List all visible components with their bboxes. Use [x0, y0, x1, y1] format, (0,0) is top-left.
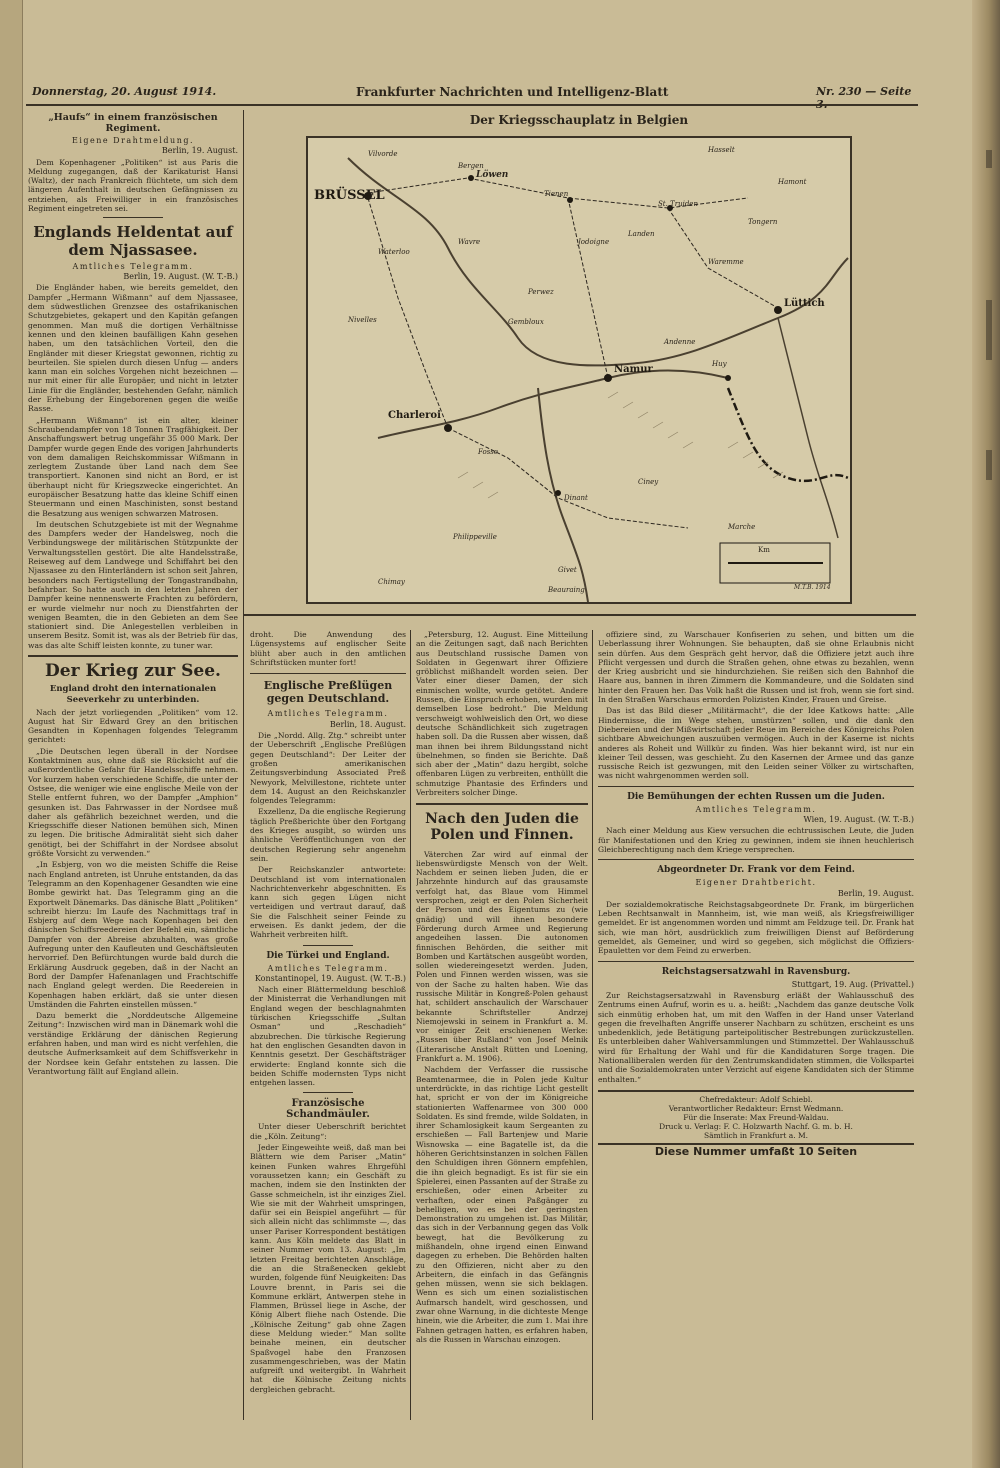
article-subhead: Amtliches Telegramm. — [267, 709, 389, 719]
map-place: Wavre — [458, 238, 481, 246]
column-1 — [28, 110, 238, 1420]
map-place: Huy — [712, 360, 727, 368]
article-dateline: Berlin, 18. August. — [329, 719, 406, 729]
map-bottom-rule — [244, 614, 916, 616]
article-dateline: Berlin, 19. August. (W. T.-B.) — [123, 272, 238, 282]
article-subhead: Amtliches Telegramm. — [267, 963, 389, 973]
article-title: Der Krieg zur See. — [45, 661, 221, 682]
article-text: Dazu bemerkt die „Norddeutsche Allgemeine Zeitung“: Inzwischen wird man in Dänemark wohl die verständige Erklärung der dänischen Regierung erfahren haben, und man wird es nicht verfehlen, die deutsche Aufmerksamkeit auf dem Schiffsverkehr in der Nordsee kein Gefahr entstehen zu lassen. Die Verantwortung fällt auf England allein. — [28, 1011, 238, 1076]
divider — [598, 1090, 914, 1092]
article-text: Im deutschen Schutzgebiete ist mit der Wegnahme des Dampfers weder der Handelsweg, noch die Verbindungswege der militärischen Stützpunkte der Verwaltungsstellen gestört. Die alte Handelsstraße, Reiseweg auf dem Landwege und Schiffahrt bei den Njassasee zu den Hinterländern ist schon seit Jahren, besonders nach Fertigstellung der Tongastrandbahn, befahrbar. So hatte auch in den letzten Jahren der Dampfer keine nennenswerte Frachten zu befördern, er wurde vielmehr nur noch zu Dienstfahrten der wenigen Beamten, die in den Gebieten an dem See stationiert sind. Die Anlegestellen verbleiben in unserem Besitz. Somit ist, was als der Betrieb für das, was das alte Schiff leisten konnte, zu tuner war. — [28, 519, 238, 650]
article-text: Nachdem der Verfasser die russische Beamtenarmee, die in Polen jede Kultur unterdrückte, in das richtige Licht gestellt hat, spricht er von der im Königreiche stationierten Waffenarmee von 300 000 Soldaten. Es sind fremde, wilde Soldaten, in ihrer Schamlosigkeit kaum Sergeanten zu erschießen — Fall Bartenjew und Marie Wisnowska — eine Bagatelle ist, da die höheren Gerichtsinstanzen in solchen Fällen den Schuldigen ihren Gönnern empfehlen, die ihn gleich begnadigt. Es ist für sie ein Spielerei, einen Passanten auf der Straße zu erschießen, oder einen Arbeiter zu verhaften, oder einen Paßgänger zu behelligen, wo es bei der geringsten Demonstration zu umgehen ist. Das Militär, das sich in der Verbannung gegen das Volk bewegt, hat die Bevölkerung zu mißhandeln, ohne irgend einen Einwand dagegen zu erheben. Die Behörden halten zu den Offizieren, nicht aber zu den Arbeitern, die einfach in das Gefängnis gehen müssen, wenn sie sich beklagen. Wenn es sich um einen sozialistischen Aufmarsch handelt, wird geschossen, und zwar ohne Warnung, in die dichteste Menge hinein, wie die Arbeiter, die zum 1. Mai ihre Fahnen getragen hatten, es erfahren haben, als die Russen in Warschau einzogen. — [416, 1065, 588, 1344]
imprint-line: Für die Inserate: Max Freund-Waldau. — [683, 1112, 829, 1122]
map-place: Landen — [628, 230, 655, 238]
article-text: „In Esbjerg, von wo die meisten Schiffe die Reise nach England antreten, ist Unruhe entstanden, da das Telegramm an den Kopenhagener Gesandten wie eine Bombe gewirkt hat. Das Telegramm ging an die Exportwelt Dänemarks. Das dänische Blatt „Politiken“ schreibt hierzu: Im Laufe des Nachmittags traf in Esbjerg auf dem Wege nach Kopenhagen bei den dänischen Schiffsreedereien der Befehl ein, sämtliche Dampfer von der Abreise abzuhalten, was große Aufregung unter den Kaufleuten und Geschäftsleuten hervorrief. Den Befürchtungen wurde bald durch die Erklärung Ausdruck gegeben, daß in der Nacht an Bord der Dampfer Hafenanlagen und Frachtschiffe nach England gelegt werden. Die Reedereien in Kopenhagen haben erklärt, daß sie unter diesen Umständen die Fahrten einstellen müssen.“ — [28, 860, 238, 1009]
map-place: Waremme — [708, 258, 744, 266]
article-subhead: Eigene Drahtmeldung. — [71, 136, 195, 145]
divider — [28, 655, 238, 657]
article-subhead: Amtliches Telegramm. — [72, 261, 194, 271]
imprint-line: Druck u. Verlag: F. C. Holzwarth Nachf. G. m. b. H. — [659, 1121, 853, 1131]
article-title: Die Türkei und England. — [266, 950, 390, 961]
map-title: Der Kriegsschauplatz in Belgien — [469, 113, 689, 127]
map-place: Marche — [728, 523, 756, 531]
map-credit: M.T.B. 1914 — [794, 584, 831, 591]
map-place: Lüttich — [784, 298, 825, 309]
map-place: Beauraing — [548, 586, 585, 594]
article-dateline: Berlin, 19. August. — [161, 146, 238, 156]
header-masthead: Frankfurter Nachrichten und Intelligenz-Blatt — [356, 85, 669, 99]
article-dateline: Berlin, 19. August. — [837, 888, 914, 898]
column-2 — [250, 630, 406, 1420]
map-place: Chimay — [378, 578, 405, 586]
article-dateline: Stuttgart, 19. Aug. (Privattel.) — [791, 979, 914, 989]
divider — [250, 673, 406, 674]
article-text: Der Reichskanzler antwortete: Deutschland ist vom internationalen Nachrichtenverkehr abgeschnitten. Es kann sich gegen Lügen nicht verteidigen und vertraut darauf, daß Sie die Falschheit seiner Feinde zu erweisen. Es dankt jedem, der die Wahrheit verbreiten hilft. — [250, 865, 406, 940]
map-place: Perwez — [528, 288, 554, 296]
imprint-line: Sämtlich in Frankfurt a. M. — [703, 1130, 809, 1140]
article-text: Jeder Eingeweihte weiß, daß man bei Blättern wie dem Pariser „Matin“ keinen Funken wahres Ehrgefühl voraussetzen kann; ein Geschäft zu machen, indem sie den Instinkten der Gasse schmeicheln, ist ihr einziges Ziel. Wie sie mit der Wahrheit umspringen, dafür sei ein Beispiel angeführt — für sich allein nicht das schlimmste —, das unser Pariser Korrespondent bestätigen kann. Aus Köln meldete das Blatt in seiner Nummer vom 13. August: „Im letzten Freitag berichteten Anschläge, die an die Straßenecken geklebt wurden, folgende fünf Neuigkeiten: Das Louvre brennt, in Paris sei die Kommune erklärt, Antwerpen stehe in Flammen, Brüssel liege in Asche, der König Albert fliehe nach Ostende. Die „Kölnische Zeitung“ gab ohne Zagen diese Meldung wieder.“ Man sollte beinahe meinen, ein deutscher Spaßvogel habe den Franzosen zusammengeschrieben, was der Matin aufgreift und weitergibt. In Wahrheit hat die Kölnische Zeitung nichts dergleichen gebracht. — [250, 1143, 406, 1394]
page-header — [26, 82, 916, 104]
right-page-edge — [972, 0, 1000, 1468]
imprint-line: Verantwortlicher Redakteur: Ernst Wedmann. — [668, 1103, 844, 1113]
article-text: „Die Deutschen legen überall in der Nordsee Kontaktminen aus, ohne daß sie Rücksicht auf die außerordentliche Gefahr für Handelsschiffe nehmen. Vor kurzem haben verschiedene Schiffe, die unter der Ostsee, die weniger wie eine englische Meile von der Stelle entfernt fuhren, wo der Dampfer „Amphion“ gesunken ist. Das Fahrwasser in der Nordsee muß daher als gefährlich bezeichnet werden, und die Kriegsschiffe dieser Nationen bemühen sich, Minen zu legen. Die britische Admiralität sieht sich daher genötigt, bei der Schiffahrt in der Nordsee absolut größte Vorsicht zu verwenden.“ — [28, 746, 238, 859]
left-binding-gutter — [0, 0, 23, 1468]
article-text: Unter dieser Ueberschrift berichtet die „Köln. Zeitung“: — [250, 1122, 406, 1141]
column-rule — [410, 630, 411, 1420]
map-place: Löwen — [476, 170, 509, 180]
header-date: Donnerstag, 20. August 1914. — [32, 85, 217, 98]
article-text: Die „Nordd. Allg. Ztg.“ schreibt unter der Ueberschrift „Englische Preßlügen gegen Deutschland“: Der Leiter der großen amerikanischen Zeitungsverbindung Associated Preß Newyork, Melvillestone, richtete unter dem 14. August an den Reichskanzler folgendes Telegramm: — [250, 731, 406, 806]
article-text: Nach einer Blättermeldung beschloß der Ministerrat die Verhandlungen mit England wegen der beschlagnahmten türkischen Kriegsschiffe „Sultan Osman“ und „Reschadieh“ abzubrechen. Die türkische Regierung hat den englischen Gesandten davon in Kenntnis gesetzt. Der Geschäftsträger erwiderte: England konnte sich die beiden Schiffe modernsten Typs nicht entgehen lassen. — [250, 985, 406, 1088]
article-dateline: Wien, 19. August. (W. T.-B.) — [803, 815, 914, 825]
map-place: Waterloo — [378, 248, 410, 256]
article-title: Englands Heldentat auf dem Njassasee. — [33, 223, 233, 259]
map-drawing — [308, 138, 850, 602]
article-text: Zur Reichstagsersatzwahl in Ravensburg erläßt der Wahlausschuß des Zentrums einen Aufruf, worin es u. a. heißt: „Nachdem das ganze deutsche Volk sich einmütig erhoben hat, um mit den Waffen in der Hand unser Vaterland gegen die frevelhaften Angriffe unserer Nachbarn zu schützen, erscheint es uns unbedenklich, jede Betätigung parteipolitischer Bestrebungen zurückzustellen. Es unterbleiben daher Wahlversammlungen und Stimmzettel. Der Wahlausschuß wird für Erhaltung der Wahl und für die Kandidaturen Sorge tragen. Die Nationalliberalen werden für den Zentrumskandidaten stimmen, die Volkspartei und die Sozialdemokraten unter Verzicht auf eigene Kandidaten sich der Stimme enthalten.“ — [598, 990, 914, 1084]
map-scale-label: Km — [758, 546, 770, 554]
article-text: „Hermann Wißmann“ ist ein alter, kleiner Schraubendampfer von 18 Tonnen Tragfähigkeit. Der Anschaffungswert betrug ungefähr 35 000 Mark. Der Dampfer wurde gegen Ende des vorigen Jahrhunderts von dem damaligen Reichskommissar Wißmann in zerlegtem Zustande über Land nach dem See transportiert. Kanonen sind nicht an Bord, er ist überhaupt nicht für Kriegszwecke eingerichtet. An europäischer Besatzung hatte das kleine Schiff einen Steuermann und einen Maschinisten, sonst bestand die Besatzung aus wenigen schwarzen Matrosen. — [28, 415, 238, 518]
map-place: Philippeville — [453, 533, 497, 541]
map-place: Givet — [558, 566, 577, 574]
map-place: Bergen — [458, 162, 484, 170]
article-text: droht. Die Anwendung des Lügensystems auf englischer Seite blüht aber auch in den amtlichen Schriftstücken munter fort! — [250, 630, 406, 667]
imprint — [598, 1095, 914, 1140]
edge-mark — [986, 150, 992, 168]
map-place: Jodoigne — [578, 238, 610, 246]
header-page-number: Nr. 230 — Seite — [816, 85, 912, 98]
belgium-war-map — [306, 136, 852, 604]
article-dateline: Konstantinopel, 19. August. (W. T.-B.) — [254, 973, 406, 983]
map-place: Tienen — [544, 190, 569, 198]
article-text: Nach einer Meldung aus Kiew versuchen die echtrussischen Leute, die Juden für Manifestationen und den Krieg zu gewinnen, indem sie ihnen heuchlerisch Gleichberechtigung nach dem Kriege versprechen. — [598, 826, 914, 854]
article-text: Die Engländer haben, wie bereits gemeldet, den Dampfer „Hermann Wißmann“ auf dem Njassasee, dem südwestlichen Grenzsee des ostafrikanischen Schutzgebietes, gekapert und den Kapitän gefangen genommen. Man muß die dortigen Verhältnisse kennen und den kleinen baufälligen Kahn gesehen haben, um den tatsächlichen Vorteil, den die Engländer mit dieser Kriegstat gewonnen, richtig zu beurteilen. Sie spielen durch diesen Unfug — anders kann man ein solches Vorgehen nicht bezeichnen — nur mit einer für alle Europäer, und nicht in letzter Linie für die Engländer, bestehenden Gefahr, nämlich der Erhebung der Eingeborenen gegen die weiße Rasse. — [28, 283, 238, 414]
map-place: St. Truiden — [658, 200, 698, 208]
article-text: „Petersburg, 12. August. Eine Mitteilung an die Zeitungen sagt, daß nach Berichten aus Deutschland russische Damen von Soldaten in Gegenwart ihrer Offiziere gröblichst mißhandelt worden seien. Der Vater einer dieser Damen, der sich einmischen wollte, wurde getötet. Andere Russen, die Einspruch erhoben, wurden mit demselben Lose bedroht.“ Die Meldung verschweigt wohlweislich den Ort, wo diese deutsche Schändlichkeit sich zugetragen haben soll. Da die Russen aber wissen, daß man ihnen bei ihrem Bildungsstand nicht übelnehmen, so finden sie Berichte. Daß sich aber der „Matin“ dazu hergibt, solche offenbaren Lügen zu verbreiten, enthüllt die schmutzige Phantasie des Erfinders und Verbreiters solcher Dinge. — [416, 630, 588, 798]
article-title: Reichstagsersatzwahl in Ravensburg. — [661, 966, 851, 977]
column-rule — [243, 110, 244, 1420]
article-text: Das ist das Bild dieser „Militärmacht“, die der Idee Katkows hatte: „Alle Hindernisse, die im Wege stehen, umstürzen“ sollen, und die dank den Diebereien und der Mißwirtschaft jeder Reue im Bereiche des Königreichs Polen sichtbare Abweichungen auszuüben vermögen. Auch in der Kaserne ist nichts anderes als Roheit und Willkür zu finden. Was hier bekannt wird, ist nur ein kleiner Teil dessen, was geschieht. Zu den Kasernen der Armee und das ganze russische Reich ist gezwungen, mit den Leiden seiner Völker zu wirtschaften, was nicht wahrgenommen werden soll. — [598, 706, 914, 781]
divider — [103, 217, 163, 218]
divider — [598, 786, 914, 787]
article-title: Französische Schandmäuler. — [286, 1098, 370, 1121]
article-subhead: Eigener Drahtbericht. — [695, 878, 817, 888]
article-title: Nach den Juden die Polen und Finnen. — [425, 811, 579, 844]
article-text: offiziere sind, zu Warschauer Konfiserien zu sehen, und bitten um die Ueberlassung ihrer Wohnungen. Sie behaupten, daß sie ohne Erlaubnis nicht sein dürfen. Aus dem Gespräch geht hervor, daß die Offiziere jetzt auch ihre Pflicht vergessen und durch die Straßen gehen, ohne etwas zu bezahlen, wenn der Krieg ausbricht und sie hindurchziehen. Sie reißen sich den Bahnhof die Haare aus, bannen in ihren Zimmern die Kommandeure, und die Soldaten sind hinter den Frauen her. Das Volk haßt die Russen und ist froh, wenn sie fort sind. In den Straßen Warschaus ermorden Polizisten Kinder, Frauen und Greise. — [598, 630, 914, 705]
article-title: Abgeordneter Dr. Frank vor dem Feind. — [657, 865, 855, 876]
map-place: Vilvorde — [368, 150, 398, 158]
article-subtitle: England droht den internationalen Seeverkehr zu unterbinden. — [49, 683, 217, 705]
map-place: Hamont — [778, 178, 807, 186]
page-count-notice: Diese Nummer umfaßt 10 Seiten — [654, 1144, 858, 1158]
map-place: Charleroi — [388, 410, 441, 421]
column-4 — [598, 630, 914, 1420]
map-place: Fosse — [478, 448, 499, 456]
article-text: Dem Kopenhagener „Politiken“ ist aus Paris die Meldung zugegangen, daß der Karikaturist Hansi (Waltz), der nach Frankreich flüchtete, um sich dem längeren Aufenthalt in deutschen Gefängnissen zu entziehen, als Freiwilliger in ein französisches Regiment eingetreten sei. — [28, 157, 238, 214]
map-place: Ciney — [638, 478, 659, 486]
article-text: Der sozialdemokratische Reichstagsabgeordnete Dr. Frank, im bürgerlichen Leben Rechtsanwalt in Mannheim, ist, wie man weiß, als Kriegsfreiwilliger gemeldet. Er ist angenommen worden und nimmt am Feldzuge teil. Dr. Frank hat sich, wie man hört, ausdrücklich zum freiwilligen Dienst auf Beförderung gemeldet, als Gemeiner, und wird so gegeben, sich möglichst die Offiziers-Epauletten vor dem Feind zu erwerben. — [598, 899, 914, 956]
map-place: BRÜSSEL — [314, 188, 385, 203]
column-rule — [592, 630, 593, 1420]
article-text: Exzellenz, Da die englische Regierung täglich Preßberichte über den Fortgang des Krieges ausgibt, so würden uns ähnliche Veröffentlichungen von der deutschen Regierung sehr angenehm sein. — [250, 807, 406, 863]
article-title: „Haufs“ in einem französischen Regiment. — [48, 112, 218, 134]
article-text: Nach der jetzt vorliegenden „Politiken“ vom 12. August hat Sir Edward Grey an den britischen Gesandten in Kopenhagen folgendes Telegramm gerichtet: — [28, 707, 238, 745]
divider — [598, 859, 914, 860]
map-place: Gembloux — [508, 318, 544, 326]
map-place: Namur — [614, 364, 653, 375]
map-place: Hasselt — [708, 146, 735, 154]
divider — [598, 961, 914, 962]
column-3 — [416, 630, 588, 1420]
imprint-line: Chefredakteur: Adolf Schiebl. — [699, 1094, 813, 1104]
article-subhead: Amtliches Telegramm. — [695, 804, 817, 814]
map-place: Dinant — [564, 494, 588, 502]
article-title: Englische Preßlügen gegen Deutschland. — [263, 679, 393, 705]
map-place: Nivelles — [348, 316, 377, 324]
divider — [303, 945, 353, 946]
header-rule — [26, 104, 918, 106]
article-text: Väterchen Zar wird auf einmal der liebenswürdigste Mensch von der Welt. Nachdem er seinen lieben Juden, die er Jahrzehnte hindurch auf das grausamste verfolgt hat, das Blaue vom Himmel versprochen, zeigt er den Polen Sicherheit der Person und des Eigentums zu (wie gnädig) und will ihnen besondere Förderung durch Armee und Regierung angedeihen lassen. Die autonomen finnischen Behörden, die seither mit Bomben und Kartätschen ausgeübt worden, sollen wiedereingesetzt werden. Juden, Polen und Finnen werden wissen, was sie von der Sache zu halten haben. Wie das russische Militär in Kongreß-Polen gehaust hat, schildert anschaulich der Warschauer bekannte Schriftsteller Andrzej Niemojewski in seinem in Frankfurt a. M. vor einiger Zeit erschienenen Werke: „Russen über Rußland“ von Josef Melnik (Literarische Anstalt Rütten und Loening, Frankfurt a. M. 1906). — [416, 849, 588, 1064]
article-title: Die Bemühungen der echten Russen um die Juden. — [627, 791, 885, 802]
edge-mark — [986, 450, 992, 480]
divider — [416, 803, 588, 805]
divider — [303, 1092, 353, 1093]
map-place: Andenne — [664, 338, 696, 346]
edge-mark — [986, 300, 992, 360]
map-place: Tongern — [748, 218, 778, 226]
